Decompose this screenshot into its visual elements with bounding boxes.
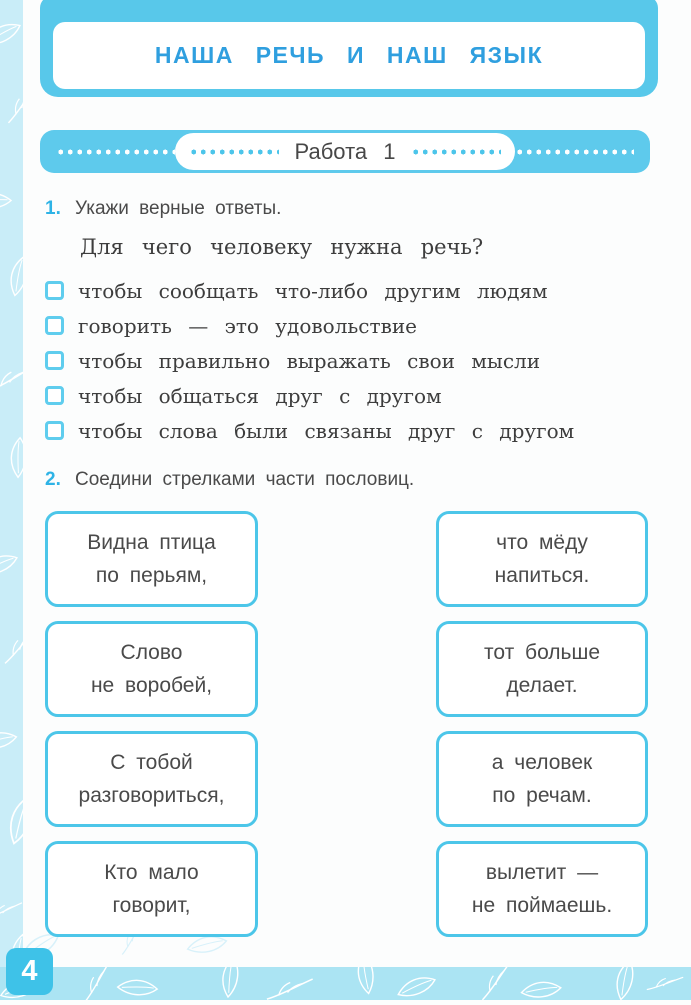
answer-option-label: чтобы слова были связаны друг с другом	[78, 418, 575, 443]
proverb-card-right-1[interactable]	[436, 511, 648, 607]
proverb-text: делает.	[506, 674, 578, 697]
page-title: НАША РЕЧЬ И НАШ ЯЗЫК	[154, 42, 544, 68]
work-banner-label: Работа 1	[294, 138, 396, 164]
task-1-number: 1.	[45, 198, 61, 219]
page-number: 4	[21, 955, 38, 987]
leaf-pattern-icon	[0, 967, 691, 1000]
proverb-card-left-1[interactable]	[45, 511, 258, 607]
task-2-instruction: Соедини стрелками части пословиц.	[75, 469, 415, 490]
proverb-text: Слово	[120, 641, 183, 664]
task-1-instruction: Укажи верные ответы.	[75, 198, 282, 219]
answer-checkbox-2[interactable]	[45, 316, 64, 335]
proverb-matching-grid	[45, 511, 648, 937]
answer-checkbox-4[interactable]	[45, 386, 64, 405]
answer-option-row	[45, 308, 651, 343]
proverb-text: тот больше	[483, 641, 601, 664]
dotted-line-icon	[515, 149, 634, 155]
proverb-card-left-2[interactable]	[45, 621, 258, 717]
proverb-text: говорит,	[112, 894, 191, 917]
proverb-text: Видна птица	[87, 531, 216, 554]
proverb-text: не поймаешь.	[471, 894, 613, 917]
chapter-header-box	[40, 0, 658, 97]
proverb-text: по перьям,	[95, 564, 208, 587]
answer-option-row	[45, 273, 651, 308]
proverb-text: по речам.	[492, 784, 592, 807]
leaf-pattern-icon	[0, 0, 23, 1000]
proverb-card-right-3[interactable]	[436, 731, 648, 827]
proverb-text: С тобой	[110, 751, 193, 774]
work-banner	[40, 130, 650, 173]
task-2-heading	[45, 468, 651, 492]
proverb-card-left-3[interactable]	[45, 731, 258, 827]
answer-option-row	[45, 378, 651, 413]
page-number-badge	[6, 948, 53, 995]
proverb-card-right-4[interactable]	[436, 841, 648, 937]
answer-option-row	[45, 413, 651, 448]
proverb-text: не воробей,	[90, 674, 213, 697]
answer-option-row	[45, 343, 651, 378]
task-2-number: 2.	[45, 469, 61, 490]
proverb-text: вылетит —	[485, 861, 599, 884]
answer-checkbox-1[interactable]	[45, 281, 64, 300]
proverb-card-right-2[interactable]	[436, 621, 648, 717]
work-banner-pill	[175, 133, 515, 170]
task-1-question: Для чего человеку нужна речь?	[80, 235, 484, 259]
dotted-line-icon	[411, 149, 501, 155]
chapter-header-inner	[53, 22, 645, 89]
proverb-text: что мёду	[496, 531, 588, 554]
proverb-text: а человек	[491, 751, 593, 774]
proverb-text: разговориться,	[78, 784, 225, 807]
answer-option-label: чтобы сообщать что-либо другим людям	[78, 278, 548, 303]
answer-option-label: говорить — это удовольствие	[78, 313, 417, 338]
proverb-text: Кто мало	[104, 861, 199, 884]
answer-option-label: чтобы правильно выражать свои мысли	[78, 348, 541, 373]
proverb-text: напиться.	[494, 564, 590, 587]
task-1-section	[45, 197, 651, 448]
bottom-border-decoration	[0, 967, 691, 1000]
answer-option-label: чтобы общаться друг с другом	[78, 383, 442, 408]
answer-options-list	[45, 273, 651, 448]
task-1-heading	[45, 197, 651, 221]
answer-checkbox-5[interactable]	[45, 421, 64, 440]
left-border-decoration	[0, 0, 23, 1000]
proverb-card-left-4[interactable]	[45, 841, 258, 937]
answer-checkbox-3[interactable]	[45, 351, 64, 370]
dotted-line-icon	[189, 149, 279, 155]
dotted-line-icon	[56, 149, 175, 155]
